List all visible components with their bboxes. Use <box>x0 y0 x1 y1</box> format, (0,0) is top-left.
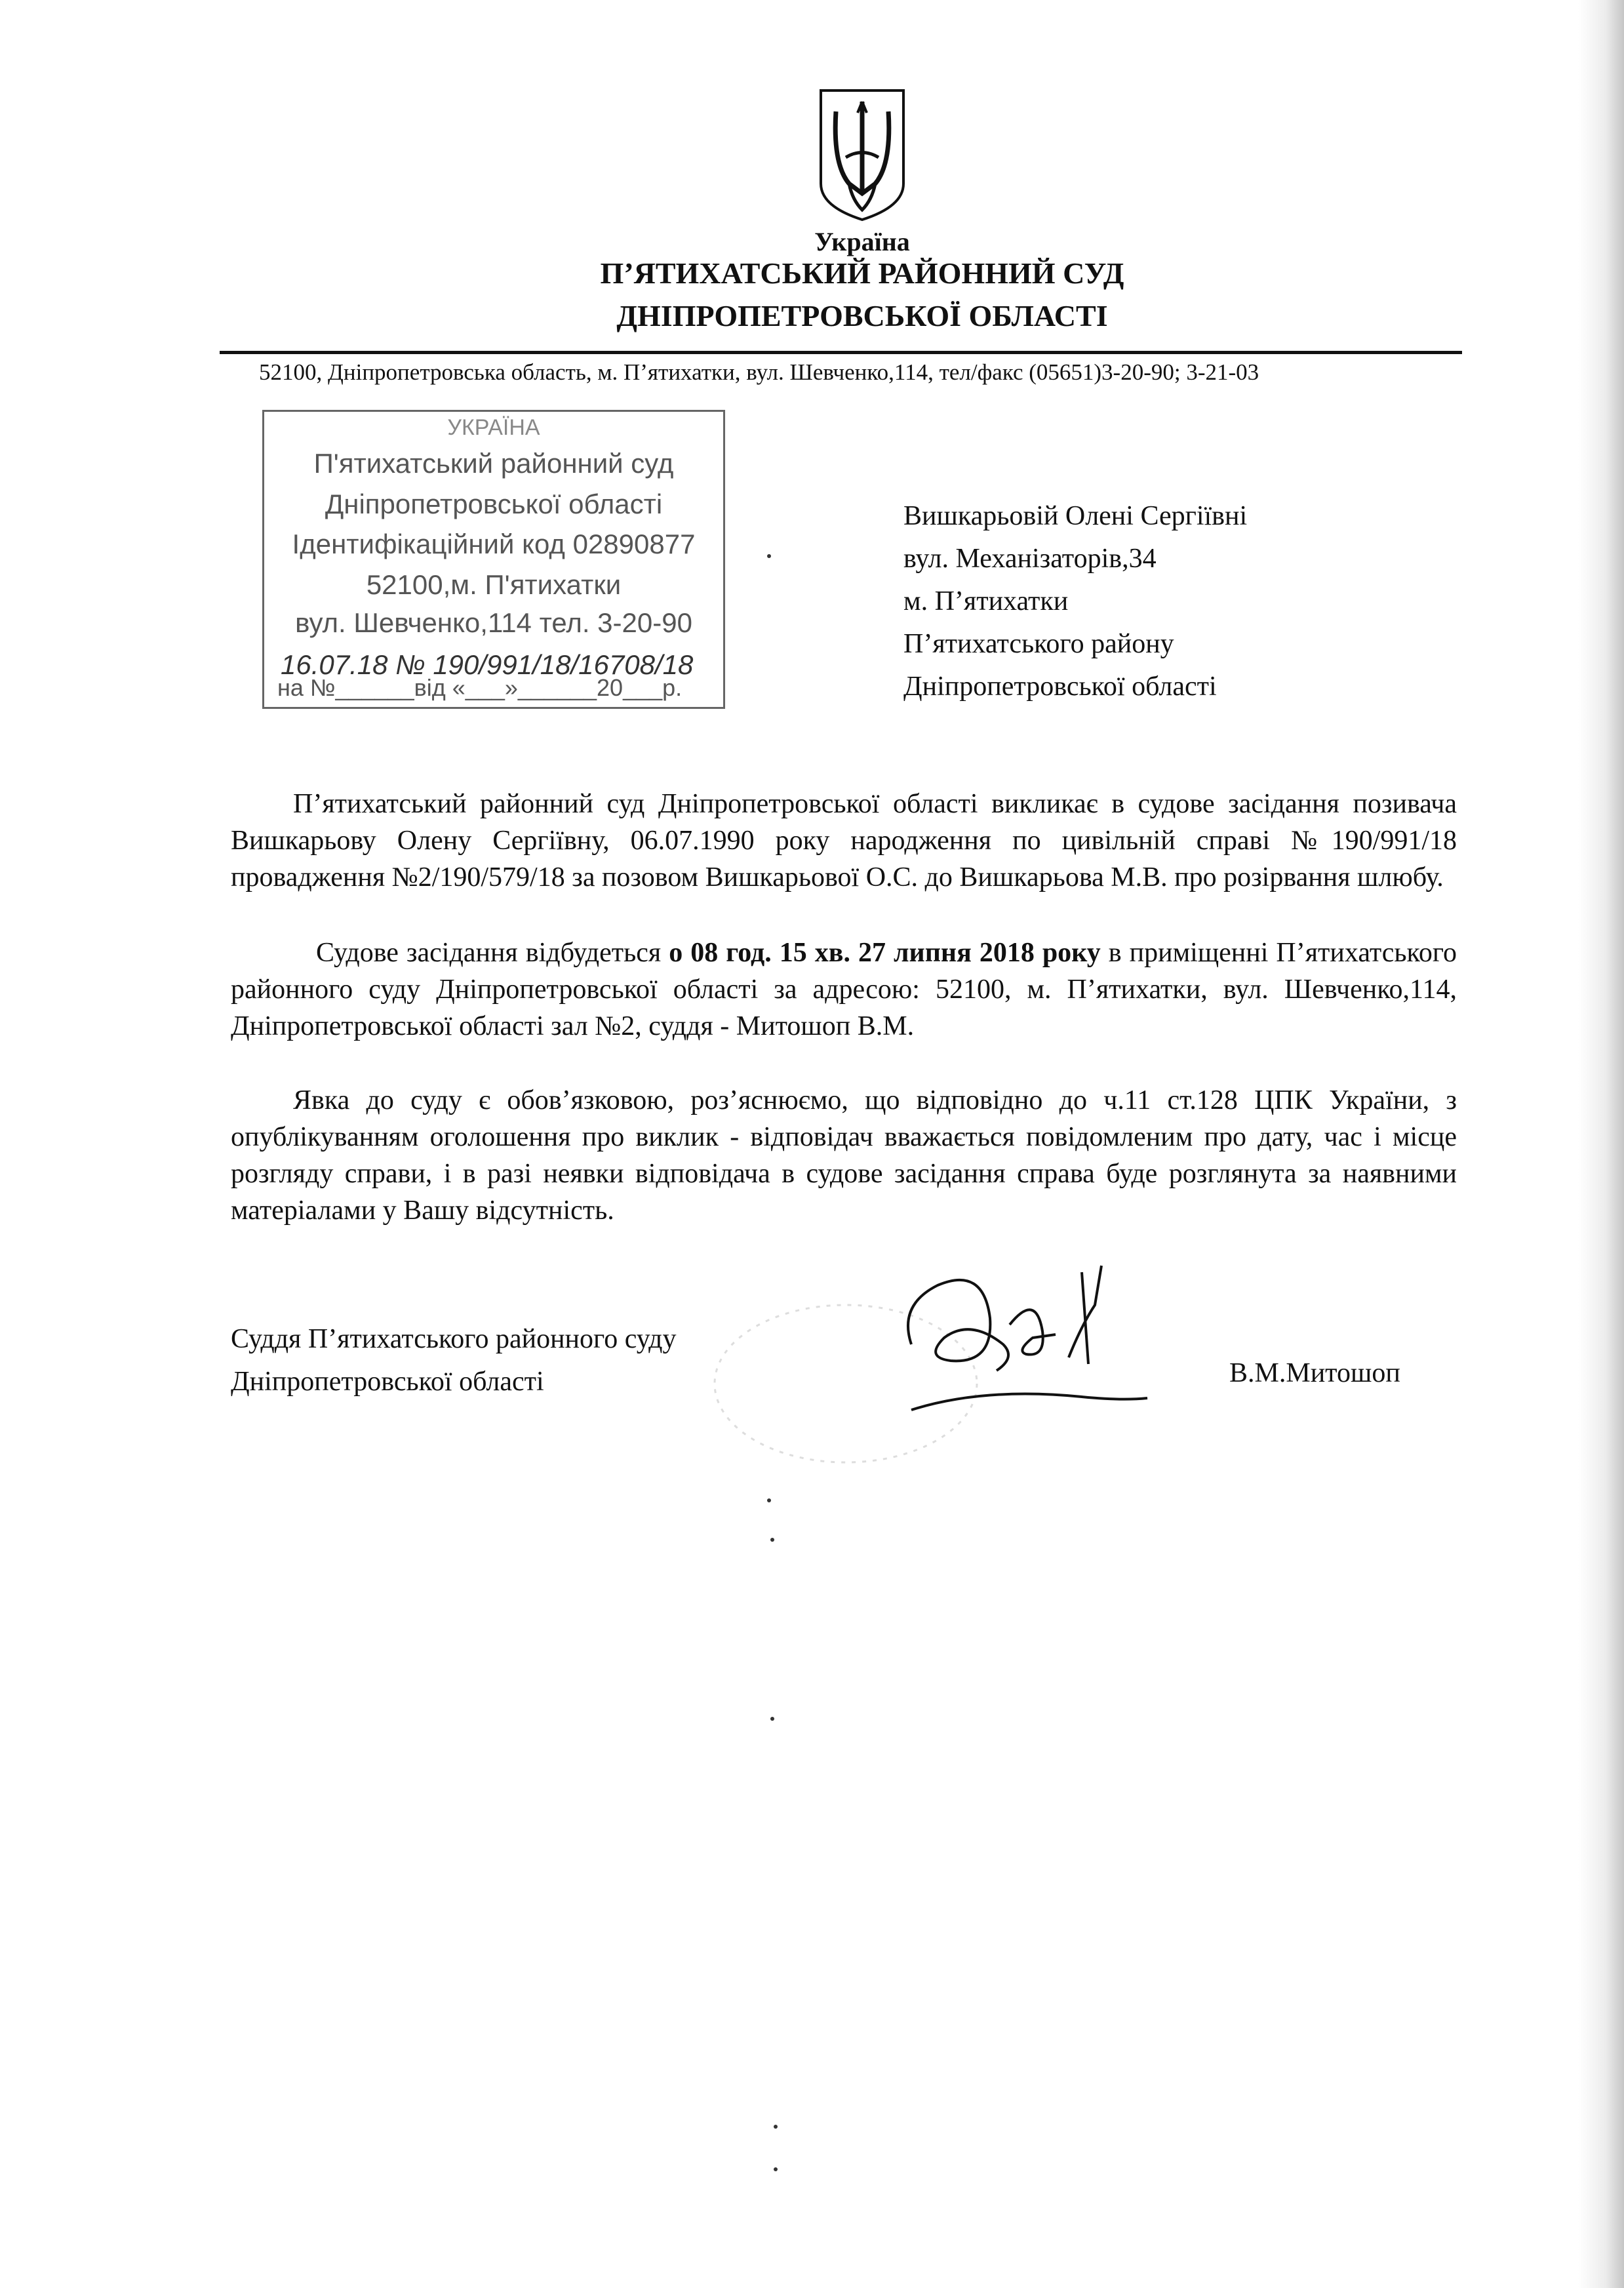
country-title: Україна <box>814 227 910 256</box>
body-paragraph-3 <box>231 1082 1457 1229</box>
scan-speck <box>770 1717 774 1721</box>
stamp-line-region: Дніпропетровської області <box>325 489 663 519</box>
court-name-line-2: ДНІПРОПЕТРОВСЬКОЇ ОБЛАСТІ <box>616 299 1108 332</box>
recipient-name: Вишкарьовій Олені Сергіївні <box>903 501 1248 531</box>
stamp-line-court: П'ятихатський районний суд <box>313 448 674 479</box>
hearing-info <box>231 934 1457 1045</box>
stamp-line-country: УКРАЇНА <box>447 415 540 440</box>
scan-speck <box>770 1538 774 1542</box>
signatory-title-line-1: Суддя П’ятихатського районного суду <box>231 1324 677 1354</box>
hearing-intro: Судове засідання відбудеться <box>316 938 669 968</box>
scan-speck <box>767 554 771 558</box>
summons-text: П’ятихатський районний суд Дніпропетровської області викликає в судове засідання позивача Вишкарьову Олену Сергіївну, 06.07.1990 року народження по цивільній справі №190/991/18 провадження №2/190/579/18 за позовом Вишкарьової О.С. до Вишкарьова М.В. про розірвання шлюбу. <box>231 789 1457 893</box>
scan-speck <box>774 2167 778 2171</box>
signatory-name: В.М.Митошоп <box>1229 1358 1400 1388</box>
signatory-title <box>231 1318 677 1403</box>
stamp-line-handwritten-number: 16.07.18 № 190/991/18/16708/18 <box>281 649 694 680</box>
recipient-region: Дніпропетровської області <box>903 672 1217 702</box>
scan-speck <box>774 2125 778 2129</box>
court-name-line-1: П’ЯТИХАТСЬКИЙ РАЙОННИЙ СУД <box>600 256 1124 290</box>
hearing-datetime: о 08 год. 15 хв. 27 липня 2018 року <box>669 938 1101 968</box>
stamp-line-code: Ідентифікаційний код 02890877 <box>292 529 696 559</box>
scan-speck <box>767 1498 771 1502</box>
recipient-street: вул. Механізаторів,34 <box>903 544 1157 574</box>
stamp-line-city: 52100,м. П'ятихатки <box>366 569 622 600</box>
handwritten-signature-icon <box>885 1246 1180 1430</box>
stamp-line-street: вул. Шевченко,114 тел. 3-20-90 <box>295 607 692 638</box>
body-paragraph-1 <box>231 786 1457 896</box>
trident-emblem-icon <box>813 85 911 223</box>
body-paragraph-2 <box>231 934 1457 1045</box>
recipient-block <box>903 495 1247 708</box>
hearing-location: в приміщенні П’ятихатського районного суду Дніпропетровської області за адресою: 52100, м. П’ятихатки, вул. Шевченко,114, Дніпропетровської області зал №2, суддя - Митошоп В.М. <box>231 938 1457 1041</box>
recipient-district: П’ятихатського району <box>903 629 1174 659</box>
registration-stamp <box>262 410 725 709</box>
recipient-city: м. П’ятихатки <box>903 586 1069 616</box>
signatory-title-line-2: Дніпропетровської області <box>231 1367 544 1397</box>
court-address: 52100, Дніпропетровська область, м. П’ятихатки, вул. Шевченко,114, тел/факс (05651)3-20-90; 3-21-03 <box>259 359 1259 385</box>
scan-edge-shadow <box>1578 0 1624 2288</box>
stamp-line-reference: на №______від «___»______20___р. <box>277 674 683 701</box>
attendance-notice: Явка до суду є обов’язковою, роз’яснюємо, що відповідно до ч.11 ст.128 ЦПК України, з опублікуванням оголошення про виклик - відповідач вважається повідомленим про дату, час і місце розгляду справи, і в разі неявки відповідача в судове засідання справа буде розглянута за наявними матеріалами у Вашу відсутність. <box>231 1085 1457 1226</box>
header-divider <box>220 351 1462 354</box>
